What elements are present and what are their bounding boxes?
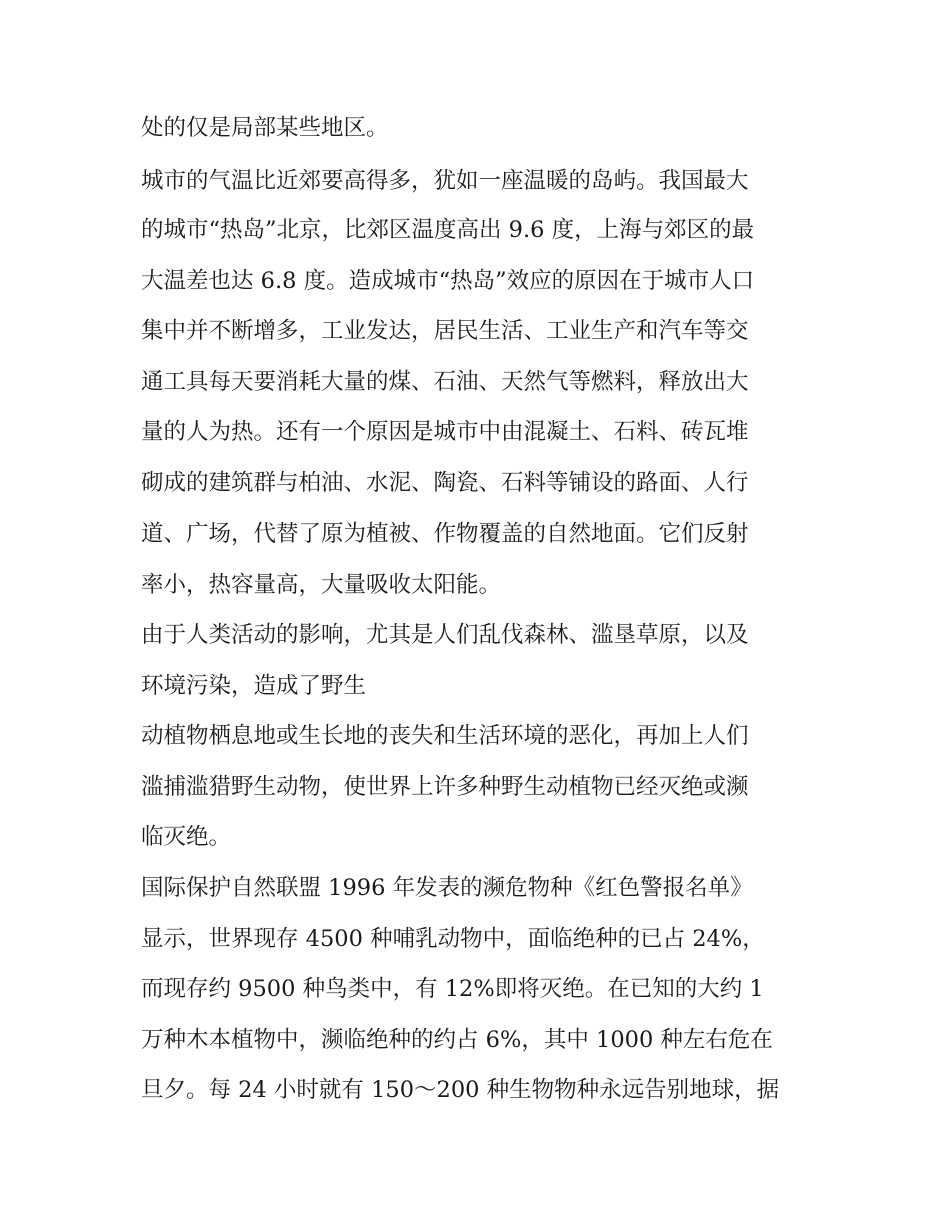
text-line-1: 处的仅是局部某些地区。	[141, 115, 389, 141]
text-line-3: 的城市“热岛”北京，比郊区温度高出 9.6 度，上海与郊区的最	[141, 217, 755, 243]
text-line-13: 动植物栖息地或生长地的丧失和生活环境的恶化，再加上人们	[141, 723, 749, 749]
text-line-7: 量的人为热。还有一个原因是城市中由混凝土、石料、砖瓦堆	[141, 419, 749, 445]
text-line-4: 大温差也达 6.8 度。造成城市“热岛”效应的原因在于城市人口	[141, 268, 755, 294]
text-line-9: 道、广场，代替了原为植被、作物覆盖的自然地面。它们反射	[141, 521, 749, 547]
text-line-6: 通工具每天要消耗大量的煤、石油、天然气等燃料，释放出大	[141, 369, 749, 395]
text-line-2: 城市的气温比近郊要高得多，犹如一座温暖的岛屿。我国最大	[141, 168, 749, 194]
text-line-20: 旦夕。每 24 小时就有 150～200 种生物物种永远告别地球，据	[141, 1077, 780, 1103]
text-line-19: 万种木本植物中，濒临绝种的约占 6%，其中 1000 种左右危在	[141, 1027, 773, 1053]
text-line-14: 滥捕滥猎野生动物，使世界上许多种野生动植物已经灭绝或濒	[141, 774, 749, 800]
text-line-16: 国际保护自然联盟 1996 年发表的濒危物种《红色警报名单》	[141, 875, 753, 901]
text-line-11: 由于人类活动的影响，尤其是人们乱伐森林、滥垦草原，以及	[141, 622, 749, 648]
text-line-12: 环境污染，造成了野生	[141, 673, 367, 699]
text-line-8: 砌成的建筑群与柏油、水泥、陶瓷、石料等铺设的路面、人行	[141, 470, 749, 496]
text-line-15: 临灭绝。	[141, 824, 232, 850]
text-line-10: 率小，热容量高，大量吸收太阳能。	[141, 572, 502, 598]
text-line-18: 而现存约 9500 种鸟类中，有 12%即将灭绝。在已知的大约 1	[141, 976, 764, 1002]
text-line-5: 集中并不断增多，工业发达，居民生活、工业生产和汽车等交	[141, 318, 749, 344]
text-line-17: 显示，世界现存 4500 种哺乳动物中，面临绝种的已占 24%，	[141, 926, 765, 952]
